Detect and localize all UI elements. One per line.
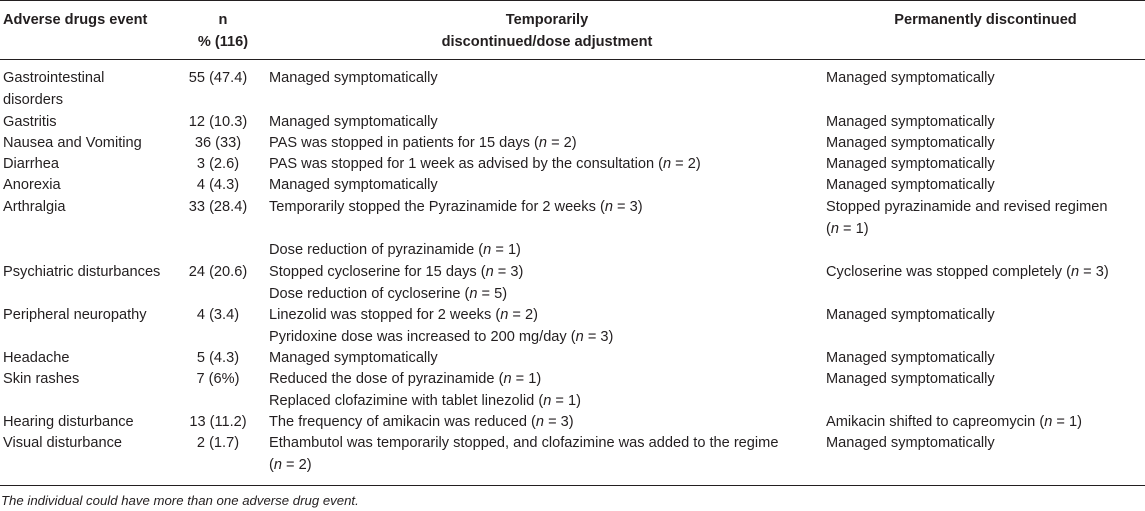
cell-temporarily-discontinued (269, 262, 819, 305)
event-line: Gastritis (3, 114, 57, 130)
cell-adverse-event (3, 154, 173, 176)
cell-permanently-discontinued (826, 154, 1142, 176)
cell-n-percent: 5 (4.3) (196, 350, 240, 366)
cell-adverse-event (3, 175, 173, 197)
temp-line: Ethambutol was temporarily stopped, and clofazimine was added to the regime (269, 435, 779, 451)
cell-permanently-discontinued (826, 305, 1142, 327)
temp-line: Reduced the dose of pyrazinamide (n = 1) (269, 371, 542, 387)
perm-line: Amikacin shifted to capreomycin (n = 1) (826, 414, 1082, 430)
perm-line: Managed symptomatically (826, 350, 995, 366)
table-bottom-rule (0, 485, 1145, 486)
table-footnote: The individual could have more than one adverse drug event. (1, 493, 359, 508)
temp-line: PAS was stopped for 1 week as advised by the consultation (n = 2) (269, 156, 701, 172)
event-line: disorders (3, 91, 64, 108)
perm-line: Managed symptomatically (826, 371, 995, 387)
cell-adverse-event (3, 305, 173, 327)
cell-n-percent: 7 (6%) (196, 371, 240, 387)
header-n (178, 10, 268, 53)
temp-line: Managed symptomatically (269, 114, 438, 130)
temp-line: Managed symptomatically (269, 70, 438, 86)
temp-line: Stopped cycloserine for 15 days (n = 3) (269, 264, 524, 280)
cell-temporarily-discontinued (269, 433, 819, 476)
event-line: Peripheral neuropathy (3, 307, 147, 323)
perm-line: Stopped pyrazinamide and revised regimen (826, 199, 1108, 215)
perm-line: Cycloserine was stopped completely (n = 3) (826, 264, 1109, 280)
cell-n-percent: 2 (1.7) (196, 435, 240, 451)
cell-adverse-event (3, 369, 173, 391)
cell-adverse-event (3, 112, 173, 134)
perm-line: Managed symptomatically (826, 114, 995, 130)
event-line: Gastrointestinal (3, 70, 105, 86)
cell-adverse-event (3, 133, 173, 155)
perm-line: (n = 1) (826, 220, 869, 237)
cell-temporarily-discontinued (269, 412, 819, 434)
header-n-line2: % (116) (197, 33, 249, 50)
cell-n-percent: 3 (2.6) (196, 156, 240, 172)
event-line: Headache (3, 350, 70, 366)
perm-line: Managed symptomatically (826, 435, 995, 451)
temp-line: Linezolid was stopped for 2 weeks (n = 2) (269, 307, 538, 323)
cell-permanently-discontinued (826, 348, 1142, 370)
header-temp-line2: discontinued/dose adjustment (441, 33, 653, 50)
event-line: Hearing disturbance (3, 414, 134, 430)
header-n-line1: n (218, 12, 228, 28)
temp-line: PAS was stopped in patients for 15 days (n = 2) (269, 135, 577, 151)
perm-line: Managed symptomatically (826, 135, 995, 151)
event-line: Psychiatric disturbances (3, 264, 161, 280)
cell-permanently-discontinued (826, 112, 1142, 134)
cell-n-percent: 33 (28.4) (188, 199, 248, 215)
header-adverse-event: Adverse drugs event (3, 12, 148, 28)
cell-permanently-discontinued (826, 369, 1142, 391)
cell-adverse-event (3, 348, 173, 370)
cell-permanently-discontinued (826, 433, 1142, 455)
cell-n-percent: 55 (47.4) (188, 70, 248, 86)
temp-line: Dose reduction of cycloserine (n = 5) (269, 285, 508, 302)
cell-adverse-event (3, 197, 173, 219)
perm-line: Managed symptomatically (826, 177, 995, 193)
temp-line: Pyridoxine dose was increased to 200 mg/day (n = 3) (269, 328, 614, 345)
temp-line: Dose reduction of pyrazinamide (n = 1) (269, 242, 521, 258)
cell-permanently-discontinued (826, 262, 1142, 284)
cell-n-percent: 4 (3.4) (196, 307, 240, 323)
cell-temporarily-discontinued (269, 197, 819, 262)
cell-adverse-event (3, 433, 173, 455)
event-line: Nausea and Vomiting (3, 135, 142, 151)
temp-line: Temporarily stopped the Pyrazinamide for 2 weeks (n = 3) (269, 199, 643, 215)
header-temp-line1: Temporarily (505, 12, 589, 28)
temp-line: Managed symptomatically (269, 350, 438, 366)
temp-line: The frequency of amikacin was reduced (n = 3) (269, 414, 574, 430)
cell-temporarily-discontinued (269, 175, 819, 197)
event-line: Visual disturbance (3, 435, 122, 451)
cell-temporarily-discontinued (269, 369, 819, 412)
perm-line: Managed symptomatically (826, 70, 995, 86)
event-line: Anorexia (3, 177, 61, 193)
cell-n-percent: 13 (11.2) (189, 414, 247, 430)
cell-temporarily-discontinued (269, 68, 819, 90)
cell-temporarily-discontinued (269, 348, 819, 370)
cell-n-percent: 12 (10.3) (188, 114, 248, 130)
temp-line: Replaced clofazimine with tablet linezolid (n = 1) (269, 392, 581, 409)
perm-line: Managed symptomatically (826, 307, 995, 323)
cell-permanently-discontinued (826, 68, 1142, 90)
cell-temporarily-discontinued (269, 305, 819, 348)
event-line: Skin rashes (3, 371, 80, 387)
temp-line: Managed symptomatically (269, 177, 438, 193)
cell-n-percent: 24 (20.6) (188, 264, 248, 280)
cell-n-percent: 4 (4.3) (196, 177, 240, 193)
event-line: Arthralgia (3, 199, 66, 215)
cell-n-percent: 36 (33) (194, 135, 242, 151)
cell-permanently-discontinued (826, 133, 1142, 155)
temp-line: (n = 2) (269, 456, 312, 473)
cell-permanently-discontinued (826, 175, 1142, 197)
temp-line (269, 219, 819, 241)
cell-temporarily-discontinued (269, 133, 819, 155)
header-temporarily-discontinued (268, 10, 826, 53)
table-top-rule (0, 0, 1145, 1)
cell-permanently-discontinued (826, 412, 1142, 434)
cell-temporarily-discontinued (269, 112, 819, 134)
cell-adverse-event (3, 68, 173, 111)
cell-temporarily-discontinued (269, 154, 819, 176)
table-header-rule (0, 59, 1145, 60)
perm-line: Managed symptomatically (826, 156, 995, 172)
cell-adverse-event (3, 262, 173, 284)
header-permanently-discontinued: Permanently discontinued (894, 12, 1077, 28)
event-line: Diarrhea (3, 156, 59, 172)
cell-adverse-event (3, 412, 173, 434)
cell-permanently-discontinued (826, 197, 1142, 240)
